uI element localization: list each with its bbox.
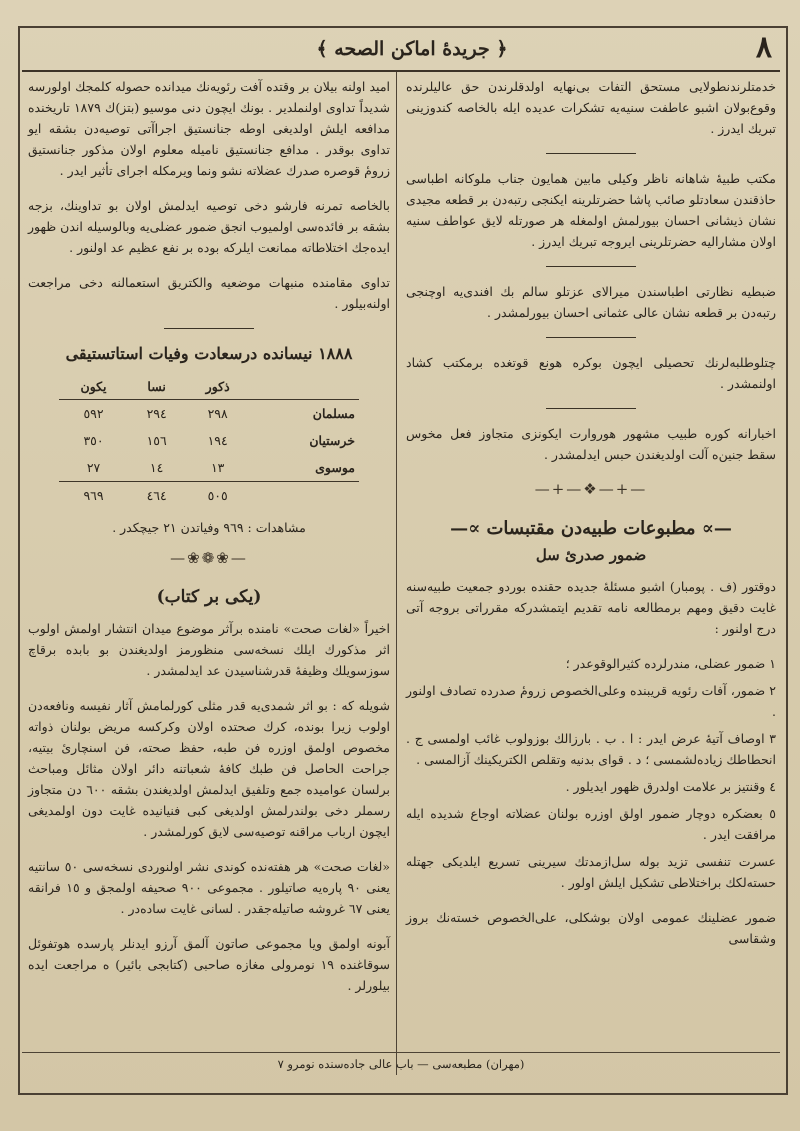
table-cell: ٤٦٤ bbox=[128, 482, 185, 510]
table-row bbox=[59, 427, 359, 454]
row-label: مسلمان bbox=[312, 406, 355, 421]
column-divider bbox=[396, 72, 397, 1075]
column-header: يكون bbox=[59, 374, 128, 400]
divider bbox=[164, 328, 254, 329]
news-paragraph: چتلوطلبه‌لرنك تحصيلى ايچون بوكره هونع قوتغده برمكتب كشاد اولنمشدر . bbox=[406, 355, 776, 391]
news-paragraph: ضبطيه نظارتى اطباسندن ميرالاى عزتلو سالم بك افندى‌يه اوچنجى رتبه‌دن بر قطعه نشان عالى عثمانى احسان بيورلمشدر . bbox=[406, 284, 776, 320]
table-cell: ٢٧ bbox=[86, 460, 101, 475]
total-label bbox=[250, 482, 359, 510]
row-label: موسوى bbox=[315, 460, 355, 475]
table-cell: ٢٩٤ bbox=[146, 406, 167, 421]
table-header-row bbox=[59, 374, 359, 400]
masthead-title: ﴿ جريدهٔ اماكن الصحه ﴾ bbox=[316, 38, 508, 60]
left-column bbox=[28, 76, 390, 1010]
table-cell: ٣٥٠ bbox=[83, 433, 104, 448]
page-number: ٨ bbox=[755, 30, 772, 65]
article-title: ضمور صدرئ سل bbox=[535, 546, 647, 564]
article-paragraph: بالخاصه تمرنه فارشو دخى توصيه ايدلمش اولان بو تداوينك، بزجه بشقه بر فائده‌سى اولميوب انجق ضمور عضلى‌يه وبالوسيله اندن ظهور ايده‌جك اختلاطاته ممانعت ايلركه بوده بر نفع عظيم عد اولنور . bbox=[28, 198, 390, 255]
table-cell: ١٥٦ bbox=[146, 433, 167, 448]
row-label: خرستيان bbox=[309, 433, 355, 448]
table-note: مشاهدات : ٩٦٩ وفياتدن ٢١ جيچكدر . bbox=[112, 520, 306, 535]
table-row bbox=[59, 400, 359, 428]
divider bbox=[546, 408, 636, 409]
divider bbox=[546, 153, 636, 154]
table-total-row bbox=[59, 482, 359, 510]
table-cell: ١٩٤ bbox=[207, 433, 228, 448]
section-heading: —∝ مطبوعات طبيه‌دن مقتبسات ∝— bbox=[450, 518, 732, 539]
book-heading: (يكى بر كتاب) bbox=[156, 587, 262, 607]
table-cell: ٥٩٢ bbox=[83, 406, 104, 421]
article-paragraph: ضمور عضلينك عمومى اولان بوشكلى، على‌الخصوص خسته‌نك بروز وشقاسى bbox=[406, 910, 776, 946]
article-paragraph: عسرت تنفسى تزيد بوله سل‌ازمدتك سيرينى تسريع ايلديكى جهتله حسته‌لكك براختلاطى تشكيل ايلش اولور . bbox=[406, 854, 776, 890]
divider bbox=[546, 266, 636, 267]
table-cell: ٢٩٨ bbox=[207, 406, 228, 421]
list-item: ٢ ضمور، آفات رئويه قريبنده وعلى‌الخصوص زرومٔ صدرده تصادف اولنور . bbox=[406, 683, 776, 719]
column-header: نسا bbox=[128, 374, 185, 400]
right-column bbox=[406, 76, 776, 963]
table-cell: ٩٦٩ bbox=[59, 482, 128, 510]
table-cell: ١٣ bbox=[210, 460, 225, 475]
list-item: ٥ بعضكره دوچار ضمور اولق اوزره بولنان عضلاته اوجاع شديده ايله مرافقت ايدر . bbox=[406, 806, 776, 842]
article-paragraph: اميد اولنه بيلان بر وقتده آفت رئويه‌نك ميدانده حصوله كلمجك اولورسه شديداً تداوى اولنملدير . بونك ايچون دنى موسيو (بتز)ك ١٨٧٩ تاريخنده مدافعه ايلش اولديغى اوطه جنانستيق اجراآتى توصيه‌دن بشقه ايو تداوى بوقدر . مدافع جنانستيق ناميله معلوم اولان مذكور جنانستيق زرومٔ قوصره صدرك عضلاته نشو ونما ويرمكله اجراى تأثير ايدر . bbox=[28, 79, 391, 178]
page-header bbox=[22, 30, 780, 72]
table-cell: ١٤ bbox=[149, 460, 164, 475]
list-item: ٤ وقنتيز بر علامت اولدرق ظهور ايديلور . bbox=[565, 779, 776, 794]
article-paragraph: تداوى مقامنده منبهات موضعيه والكتريق استعمالنه دخى مراجعت اولنه‌بيلور . bbox=[28, 275, 390, 311]
table-cell: ٥٠٥ bbox=[185, 482, 250, 510]
book-paragraph: شويله كه : بو اثر شمدى‌يه قدر مثلى كورلمامش آثار نفيسه ونافعه‌دن اولوب زيرا بونده، كرك صحتده اولان وكركسه مريض بولنان ذواته مخصوص اولمق اوزره فن طبه، حفظ صحته، فن اسنچارئ بيتيه، جراحت الحاصل فن طبك كافهٔ شعباتنه دائر اولان مثائل ومباحث برلسان عواميده جمع وتلفيق ايدلمش اولديغندن بشقه ٦٠٠ دن متجاوز رسملر دخى بولندرلمش اولديغى كبى فنيانيده غايت دون اولمديغى ايچون ارباب مراقنه توصيه‌سى لايق كورلمشدر . bbox=[28, 698, 390, 839]
table-corner bbox=[250, 374, 359, 400]
list-item: ١ ضمور عضلى، مندرلرده كثيرالوقوعدر ؛ bbox=[565, 656, 776, 671]
mortality-table bbox=[59, 374, 359, 509]
news-paragraph: اخبارانه كوره طبيب مشهور هوروارت ايكونزى متجاوز فعل مخوس سقط جنين‌ه آلت اولديغندن حبس ايدلمشدر . bbox=[406, 426, 776, 462]
list-item: ٣ اوصاف آتيهٔ عرض ايدر : ا . ب . بارزالك بوزولوب غائب اولمسى ج . انحطاطك زياده‌لشمسى ؛ د . قواى بدنيه وتقلص الكتريكينك آزالمسى . bbox=[406, 731, 776, 767]
column-header: ذكور bbox=[185, 374, 250, 400]
ornament-divider: —❀❁❀— bbox=[170, 549, 248, 567]
table-row bbox=[59, 454, 359, 482]
news-paragraph: مكتب طبيهٔ شاهانه ناظر وكيلى مابين همايون جناب ملوكانه اطباسى حاذقندن سعادتلو صائب پاشا حضرتلرينه ايكنجى رتبه‌دن بر قطعه مجيدى نشان ذيشانى احسان بيورلمش اولمغله هر صورتله لايق عواطف سنيه اولان مشاراليه حضرتلرينى ايروجه تبريك ايدرز . bbox=[406, 171, 776, 249]
book-paragraph: آبونه اولمق ويا مجموعى صاتون آلمق آرزو ايدنلر پارسده هوتفوئل سوقاغنده ١٩ نومرولى مغازه صاحبى (كتابجى بائير) ه مراجعت ايده بيلورلر . bbox=[28, 936, 390, 993]
book-paragraph: «لغات صحت» هر هفته‌نده كوندى نشر اولنوردى نسخه‌سى ٥٠ سانتيه يعنى ٩٠ پاره‌يه صاتيلور . مجموعى ٩٠٠ صحيفه اولمجق و ١٥ فرانقه يعنى ٦٧ غروشه صاتيله‌جقدر . لسانى غايت ساده‌در . bbox=[28, 859, 390, 916]
divider bbox=[546, 337, 636, 338]
statistics-title: ١٨٨٨ نيسانده درسعادت وفيات استاتستيقى bbox=[65, 344, 353, 363]
printer-imprint: (مهران) مطبعه‌سى — باب عالى جاده‌سنده نومرو ٧ bbox=[22, 1052, 780, 1075]
ornament-divider: —+—❖—+— bbox=[534, 480, 648, 498]
article-intro: دوقتور (ف . پومبار) اشبو مسئلهٔ جديده حقنده بوردو جمعيت طبيه‌سنه غايت دقيق ومهم برمطالعه نامه تقديم ايتمشدركه مقرراتى بروجه آتى درج اولنور : bbox=[406, 579, 776, 636]
book-paragraph: اخيراً «لغات صحت» نامنده برآثر موضوع ميدان انتشار اولمش اولوب اثر مذكورك ايلك نسخه‌سى منظورمز اولديغندن بو بابده برقاچ سوزسويلك وظيفهٔ قدرشناسيدن عد ايدلمشدر . bbox=[28, 621, 390, 678]
news-paragraph: خدمتلرندنطولايى مستحق التفات بى‌نهايه اولدقلرندن حق عاليلرنده وقوع‌بولان اشبو عاطفت سنيه‌يه تشكرات عديده ايله بالخاصه كندوزينى تبريك ايدرز . bbox=[406, 79, 776, 136]
